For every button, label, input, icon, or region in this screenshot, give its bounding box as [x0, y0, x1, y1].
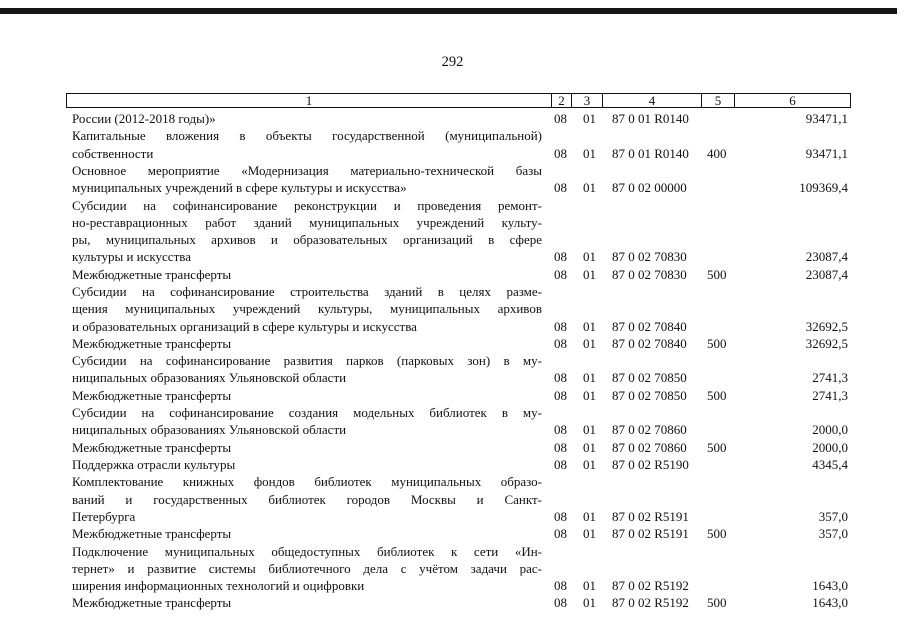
row-description [72, 352, 542, 387]
expense-type-code: 500 [707, 335, 727, 351]
amount: 4345,4 [812, 457, 848, 472]
table-row [0, 197, 905, 266]
section-code: 08 [554, 145, 567, 161]
subsection-code: 01 [583, 422, 596, 438]
subsection-code: 01 [583, 111, 596, 126]
target-article-code: 87 0 02 70850 [612, 387, 687, 403]
amount: 357,0 [818, 526, 848, 542]
header-col-1: 1 [67, 94, 552, 107]
expense-type-code: 500 [707, 595, 727, 611]
amount: 23087,4 [805, 249, 848, 265]
description-line: Субсидии на софинансирование строительства зданий в целях разме- [72, 284, 542, 299]
target-article-code: 87 0 02 70860 [612, 439, 687, 455]
table-row [0, 162, 905, 197]
table-row [0, 473, 905, 525]
target-article-code: 87 0 02 R5191 [612, 526, 689, 542]
subsection-code: 01 [583, 318, 596, 334]
table-row [0, 110, 905, 127]
row-description [72, 283, 542, 335]
amount: 23087,4 [805, 266, 848, 282]
table-row [0, 525, 905, 542]
description-line: Петербурга [72, 508, 136, 524]
description-line: ширения информационных технологий и оцифровки [72, 578, 365, 594]
amount: 32692,5 [805, 335, 848, 351]
table-row [0, 335, 905, 352]
amount: 93471,1 [805, 145, 848, 161]
description-line: культуры и искусства [72, 249, 191, 265]
subsection-code: 01 [583, 439, 596, 455]
amount: 1643,0 [812, 578, 848, 594]
target-article-code: 87 0 02 70850 [612, 370, 687, 386]
header-col-2: 2 [552, 94, 572, 107]
subsection-code: 01 [583, 578, 596, 594]
description-line: Межбюджетные трансферты [72, 387, 232, 403]
section-code: 08 [554, 526, 567, 542]
target-article-code: 87 0 02 70840 [612, 318, 687, 334]
description-line: но-реставрационных работ зданий муниципальных учреждений культу- [72, 214, 542, 230]
section-code: 08 [554, 457, 567, 472]
table-row [0, 439, 905, 456]
section-code: 08 [554, 370, 567, 386]
amount: 2741,3 [812, 370, 848, 386]
row-description [72, 335, 542, 352]
description-line: Межбюджетные трансферты [72, 266, 232, 282]
row-description [72, 543, 542, 595]
description-line: тернет» и развитие системы библиотечного дела с учётом задачи рас- [72, 560, 542, 576]
description-line: ваний и государственных библиотек городов Москвы и Санкт- [72, 491, 542, 507]
target-article-code: 87 0 01 R0140 [612, 145, 689, 161]
amount: 2000,0 [812, 439, 848, 455]
description-line: Межбюджетные трансферты [72, 526, 232, 542]
description-line: Субсидии на софинансирование создания модельных библиотек в му- [72, 405, 542, 421]
row-description [72, 110, 542, 127]
page-number: 292 [441, 54, 464, 70]
amount: 93471,1 [805, 111, 848, 126]
target-article-code: 87 0 02 00000 [612, 180, 687, 196]
table-row [0, 266, 905, 283]
row-description [72, 456, 542, 473]
subsection-code: 01 [583, 370, 596, 386]
target-article-code: 87 0 02 70830 [612, 249, 687, 265]
description-line: ниципальных образованиях Ульяновской области [72, 370, 347, 386]
subsection-code: 01 [583, 387, 596, 403]
section-code: 08 [554, 266, 567, 282]
subsection-code: 01 [583, 266, 596, 282]
table-row [0, 456, 905, 473]
description-line: собственности [72, 145, 154, 161]
row-description [72, 439, 542, 456]
expense-type-code: 500 [707, 387, 727, 403]
section-code: 08 [554, 111, 567, 126]
row-description [72, 162, 542, 197]
subsection-code: 01 [583, 335, 596, 351]
amount: 1643,0 [812, 595, 848, 611]
expense-type-code: 500 [707, 526, 727, 542]
subsection-code: 01 [583, 508, 596, 524]
amount: 32692,5 [805, 318, 848, 334]
subsection-code: 01 [583, 180, 596, 196]
description-line: Капитальные вложения в объекты государственной (муниципальной) [72, 128, 542, 144]
subsection-code: 01 [583, 526, 596, 542]
table-row [0, 543, 905, 595]
target-article-code: 87 0 02 R5190 [612, 457, 689, 472]
header-col-6: 6 [789, 93, 796, 108]
description-line: Межбюджетные трансферты [72, 439, 232, 455]
table-row [0, 387, 905, 404]
section-code: 08 [554, 508, 567, 524]
subsection-code: 01 [583, 145, 596, 161]
section-code: 08 [554, 578, 567, 594]
table-row [0, 127, 905, 162]
row-description [72, 127, 542, 162]
subsection-code: 01 [583, 595, 596, 611]
section-code: 08 [554, 387, 567, 403]
description-line: Поддержка отрасли культуры [72, 457, 236, 472]
description-line: Комплектование книжных фондов библиотек муниципальных образо- [72, 474, 542, 490]
target-article-code: 87 0 02 R5192 [612, 595, 689, 611]
description-line: ниципальных образованиях Ульяновской области [72, 422, 347, 438]
table-row [0, 404, 905, 439]
description-line: ры, муниципальных архивов и образовательных организаций в сфере [72, 232, 542, 248]
section-code: 08 [554, 335, 567, 351]
header-col-3: 3 [572, 94, 603, 107]
header-col-5: 5 [702, 94, 735, 107]
target-article-code: 87 0 02 R5191 [612, 508, 689, 524]
section-code: 08 [554, 439, 567, 455]
section-code: 08 [554, 318, 567, 334]
row-description [72, 404, 542, 439]
table-row [0, 352, 905, 387]
section-code: 08 [554, 249, 567, 265]
amount: 2741,3 [812, 387, 848, 403]
row-description [72, 525, 542, 542]
expense-type-code: 500 [707, 439, 727, 455]
description-line: муниципальных учреждений в сфере культуры и искусства» [72, 180, 407, 196]
section-code: 08 [554, 595, 567, 611]
description-line: щения муниципальных учреждений культуры, муниципальных архивов [72, 301, 542, 317]
description-line: Подключение муниципальных общедоступных библиотек к сети «Ин- [72, 543, 542, 559]
description-line: Субсидии на софинансирование развития парков (парковых зон) в му- [72, 353, 542, 369]
target-article-code: 87 0 01 R0140 [612, 111, 689, 126]
description-line: Субсидии на софинансирование реконструкции и проведения ремонт- [72, 197, 542, 213]
amount: 109369,4 [799, 180, 848, 196]
section-code: 08 [554, 180, 567, 196]
table-row [0, 594, 905, 611]
description-line: Межбюджетные трансферты [72, 595, 232, 611]
row-description [72, 266, 542, 283]
subsection-code: 01 [583, 249, 596, 265]
target-article-code: 87 0 02 R5192 [612, 578, 689, 594]
row-description [72, 197, 542, 266]
expense-type-code: 500 [707, 266, 727, 282]
amount: 2000,0 [812, 422, 848, 438]
description-line: Межбюджетные трансферты [72, 335, 232, 351]
section-code: 08 [554, 422, 567, 438]
target-article-code: 87 0 02 70830 [612, 266, 687, 282]
row-description [72, 473, 542, 525]
table-row [0, 283, 905, 335]
target-article-code: 87 0 02 70860 [612, 422, 687, 438]
header-col-4: 4 [603, 94, 702, 107]
amount: 357,0 [818, 508, 848, 524]
subsection-code: 01 [583, 457, 596, 472]
description-line: России (2012-2018 годы)» [72, 111, 216, 126]
row-description [72, 594, 542, 611]
target-article-code: 87 0 02 70840 [612, 335, 687, 351]
row-description [72, 387, 542, 404]
description-line: и образовательных организаций в сфере культуры и искусства [72, 318, 417, 334]
expense-type-code: 400 [707, 145, 727, 161]
description-line: Основное мероприятие «Модернизация материально-технической базы [72, 162, 542, 178]
